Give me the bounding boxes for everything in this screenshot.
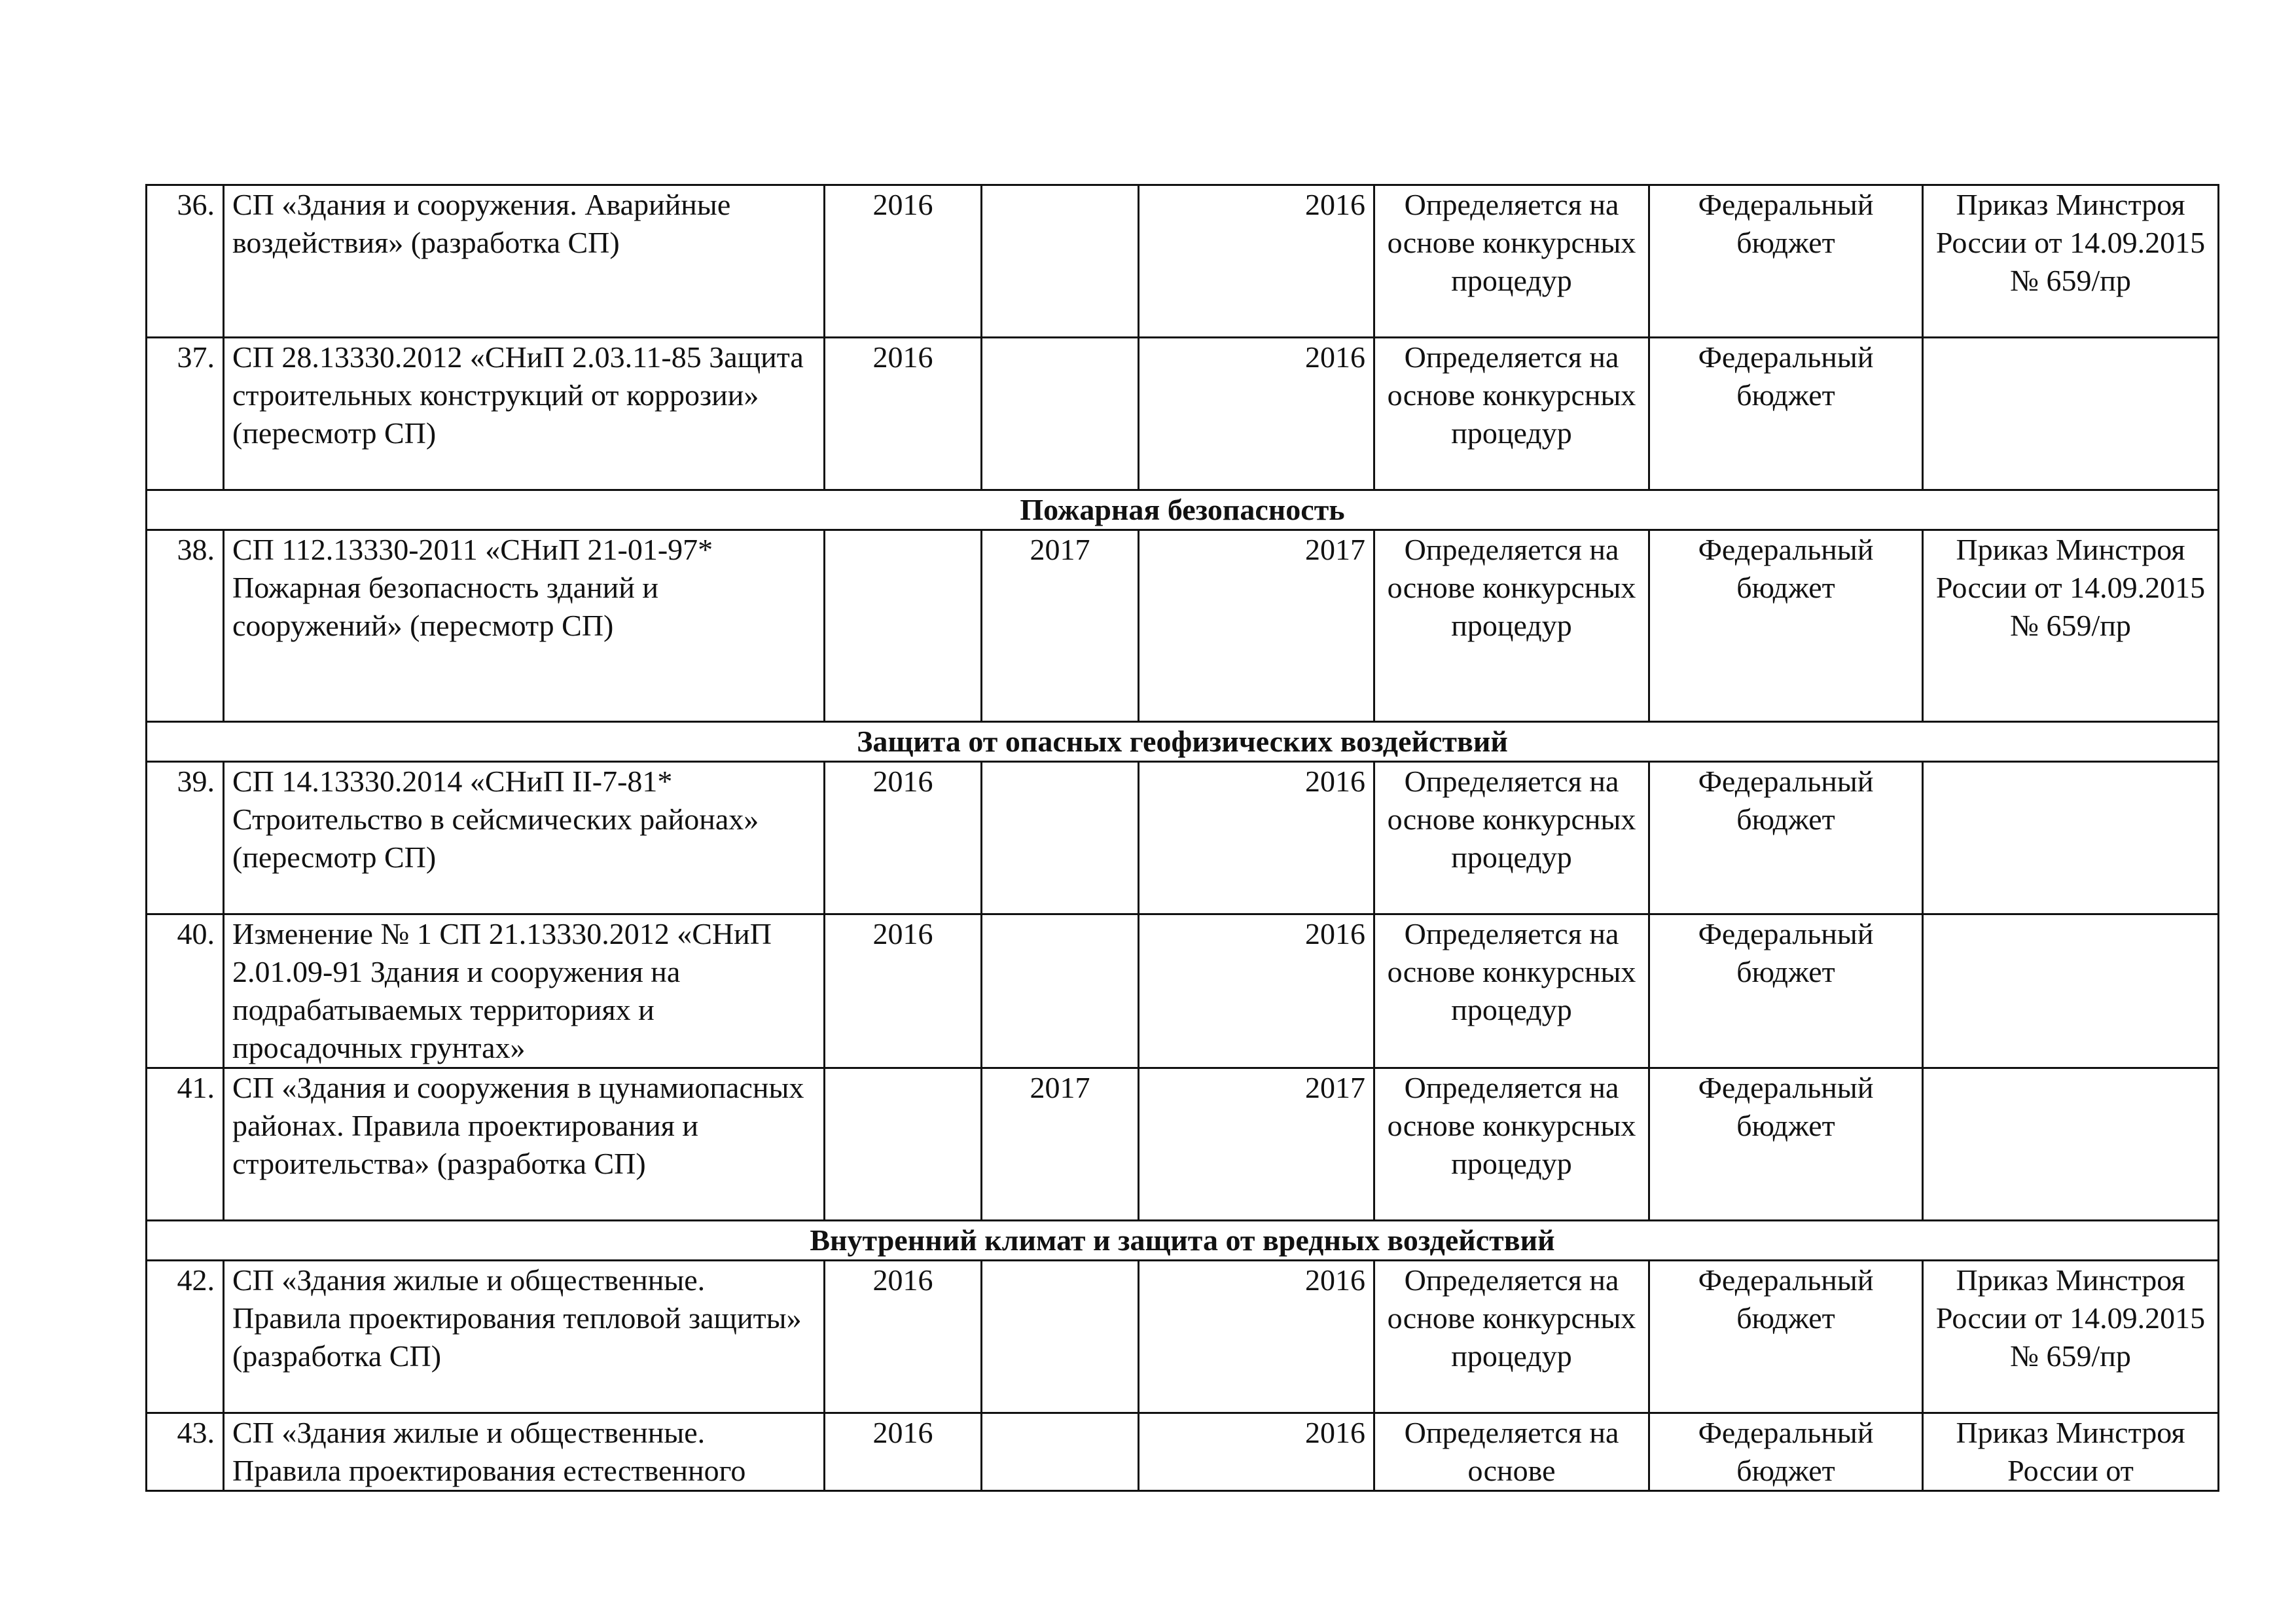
document-title: Изменение № 1 СП 21.13330.2012 «СНиП 2.01.09-91 Здания и сооружения на подрабатываемых территориях и просадочных грунтах» <box>224 914 825 1068</box>
year-c: 2016 <box>1139 762 1374 914</box>
contractor-method: Определяется на основе конкурсных процедур <box>1374 1068 1649 1221</box>
legal-basis: Приказ Минстроя России от 14.09.2015 № 659/пр <box>1923 185 2219 338</box>
year-a: 2016 <box>825 185 982 338</box>
funding-source: Федеральный бюджет <box>1649 530 1923 722</box>
row-number: 39. <box>147 762 224 914</box>
row-number: 43. <box>147 1413 224 1491</box>
table-row <box>147 530 2219 722</box>
year-a <box>825 530 982 722</box>
legal-basis <box>1923 1068 2219 1221</box>
legal-basis <box>1923 338 2219 490</box>
legal-basis: Приказ Минстроя России от <box>1923 1413 2219 1491</box>
row-number: 38. <box>147 530 224 722</box>
document-title: СП 28.13330.2012 «СНиП 2.03.11-85 Защита строительных конструкций от коррозии» (пересмотр СП) <box>224 338 825 490</box>
year-a <box>825 1068 982 1221</box>
legal-basis: Приказ Минстроя России от 14.09.2015 № 659/пр <box>1923 1261 2219 1413</box>
year-c: 2016 <box>1139 1413 1374 1491</box>
legal-basis <box>1923 914 2219 1068</box>
year-b <box>982 914 1139 1068</box>
year-b <box>982 1261 1139 1413</box>
year-b <box>982 185 1139 338</box>
table-row <box>147 185 2219 338</box>
row-number: 37. <box>147 338 224 490</box>
funding-source: Федеральный бюджет <box>1649 762 1923 914</box>
table-row <box>147 762 2219 914</box>
funding-source: Федеральный бюджет <box>1649 1068 1923 1221</box>
year-c: 2017 <box>1139 1068 1374 1221</box>
year-a: 2016 <box>825 1413 982 1491</box>
year-c: 2016 <box>1139 338 1374 490</box>
row-number: 42. <box>147 1261 224 1413</box>
document-title: СП «Здания и сооружения в цунамиопасных районах. Правила проектирования и строительства» (разработка СП) <box>224 1068 825 1221</box>
contractor-method: Определяется на основе конкурсных процедур <box>1374 338 1649 490</box>
legal-basis: Приказ Минстроя России от 14.09.2015 № 659/пр <box>1923 530 2219 722</box>
funding-source: Федеральный бюджет <box>1649 1413 1923 1491</box>
funding-source: Федеральный бюджет <box>1649 338 1923 490</box>
table-row <box>147 1413 2219 1491</box>
contractor-method: Определяется на основе конкурсных процедур <box>1374 185 1649 338</box>
table-row <box>147 1261 2219 1413</box>
contractor-method: Определяется на основе конкурсных процедур <box>1374 530 1649 722</box>
row-number: 36. <box>147 185 224 338</box>
standards-plan-table <box>145 184 2219 1492</box>
table-row <box>147 914 2219 1068</box>
year-b <box>982 1413 1139 1491</box>
year-a: 2016 <box>825 914 982 1068</box>
section-heading: Защита от опасных геофизических воздействий <box>147 722 2219 762</box>
section-row <box>147 722 2219 762</box>
document-title: СП «Здания жилые и общественные. Правила проектирования естественного <box>224 1413 825 1491</box>
document-title: СП 112.13330-2011 «СНиП 21-01-97* Пожарная безопасность зданий и сооружений» (пересмотр СП) <box>224 530 825 722</box>
year-b: 2017 <box>982 1068 1139 1221</box>
funding-source: Федеральный бюджет <box>1649 914 1923 1068</box>
document-title: СП 14.13330.2014 «СНиП II-7-81* Строительство в сейсмических районах» (пересмотр СП) <box>224 762 825 914</box>
section-heading: Пожарная безопасность <box>147 490 2219 530</box>
funding-source: Федеральный бюджет <box>1649 185 1923 338</box>
document-title: СП «Здания жилые и общественные. Правила проектирования тепловой защиты» (разработка СП) <box>224 1261 825 1413</box>
year-a: 2016 <box>825 338 982 490</box>
year-c: 2016 <box>1139 1261 1374 1413</box>
document-title: СП «Здания и сооружения. Аварийные воздействия» (разработка СП) <box>224 185 825 338</box>
year-c: 2016 <box>1139 185 1374 338</box>
year-c: 2016 <box>1139 914 1374 1068</box>
year-b: 2017 <box>982 530 1139 722</box>
row-number: 41. <box>147 1068 224 1221</box>
year-b <box>982 338 1139 490</box>
contractor-method: Определяется на основе конкурсных процедур <box>1374 1261 1649 1413</box>
year-a: 2016 <box>825 1261 982 1413</box>
document-page <box>145 184 2217 1492</box>
section-row <box>147 1221 2219 1261</box>
funding-source: Федеральный бюджет <box>1649 1261 1923 1413</box>
table-row <box>147 1068 2219 1221</box>
year-b <box>982 762 1139 914</box>
row-number: 40. <box>147 914 224 1068</box>
year-a: 2016 <box>825 762 982 914</box>
contractor-method: Определяется на основе <box>1374 1413 1649 1491</box>
table-row <box>147 338 2219 490</box>
section-heading: Внутренний климат и защита от вредных воздействий <box>147 1221 2219 1261</box>
legal-basis <box>1923 762 2219 914</box>
section-row <box>147 490 2219 530</box>
year-c: 2017 <box>1139 530 1374 722</box>
contractor-method: Определяется на основе конкурсных процедур <box>1374 762 1649 914</box>
contractor-method: Определяется на основе конкурсных процедур <box>1374 914 1649 1068</box>
